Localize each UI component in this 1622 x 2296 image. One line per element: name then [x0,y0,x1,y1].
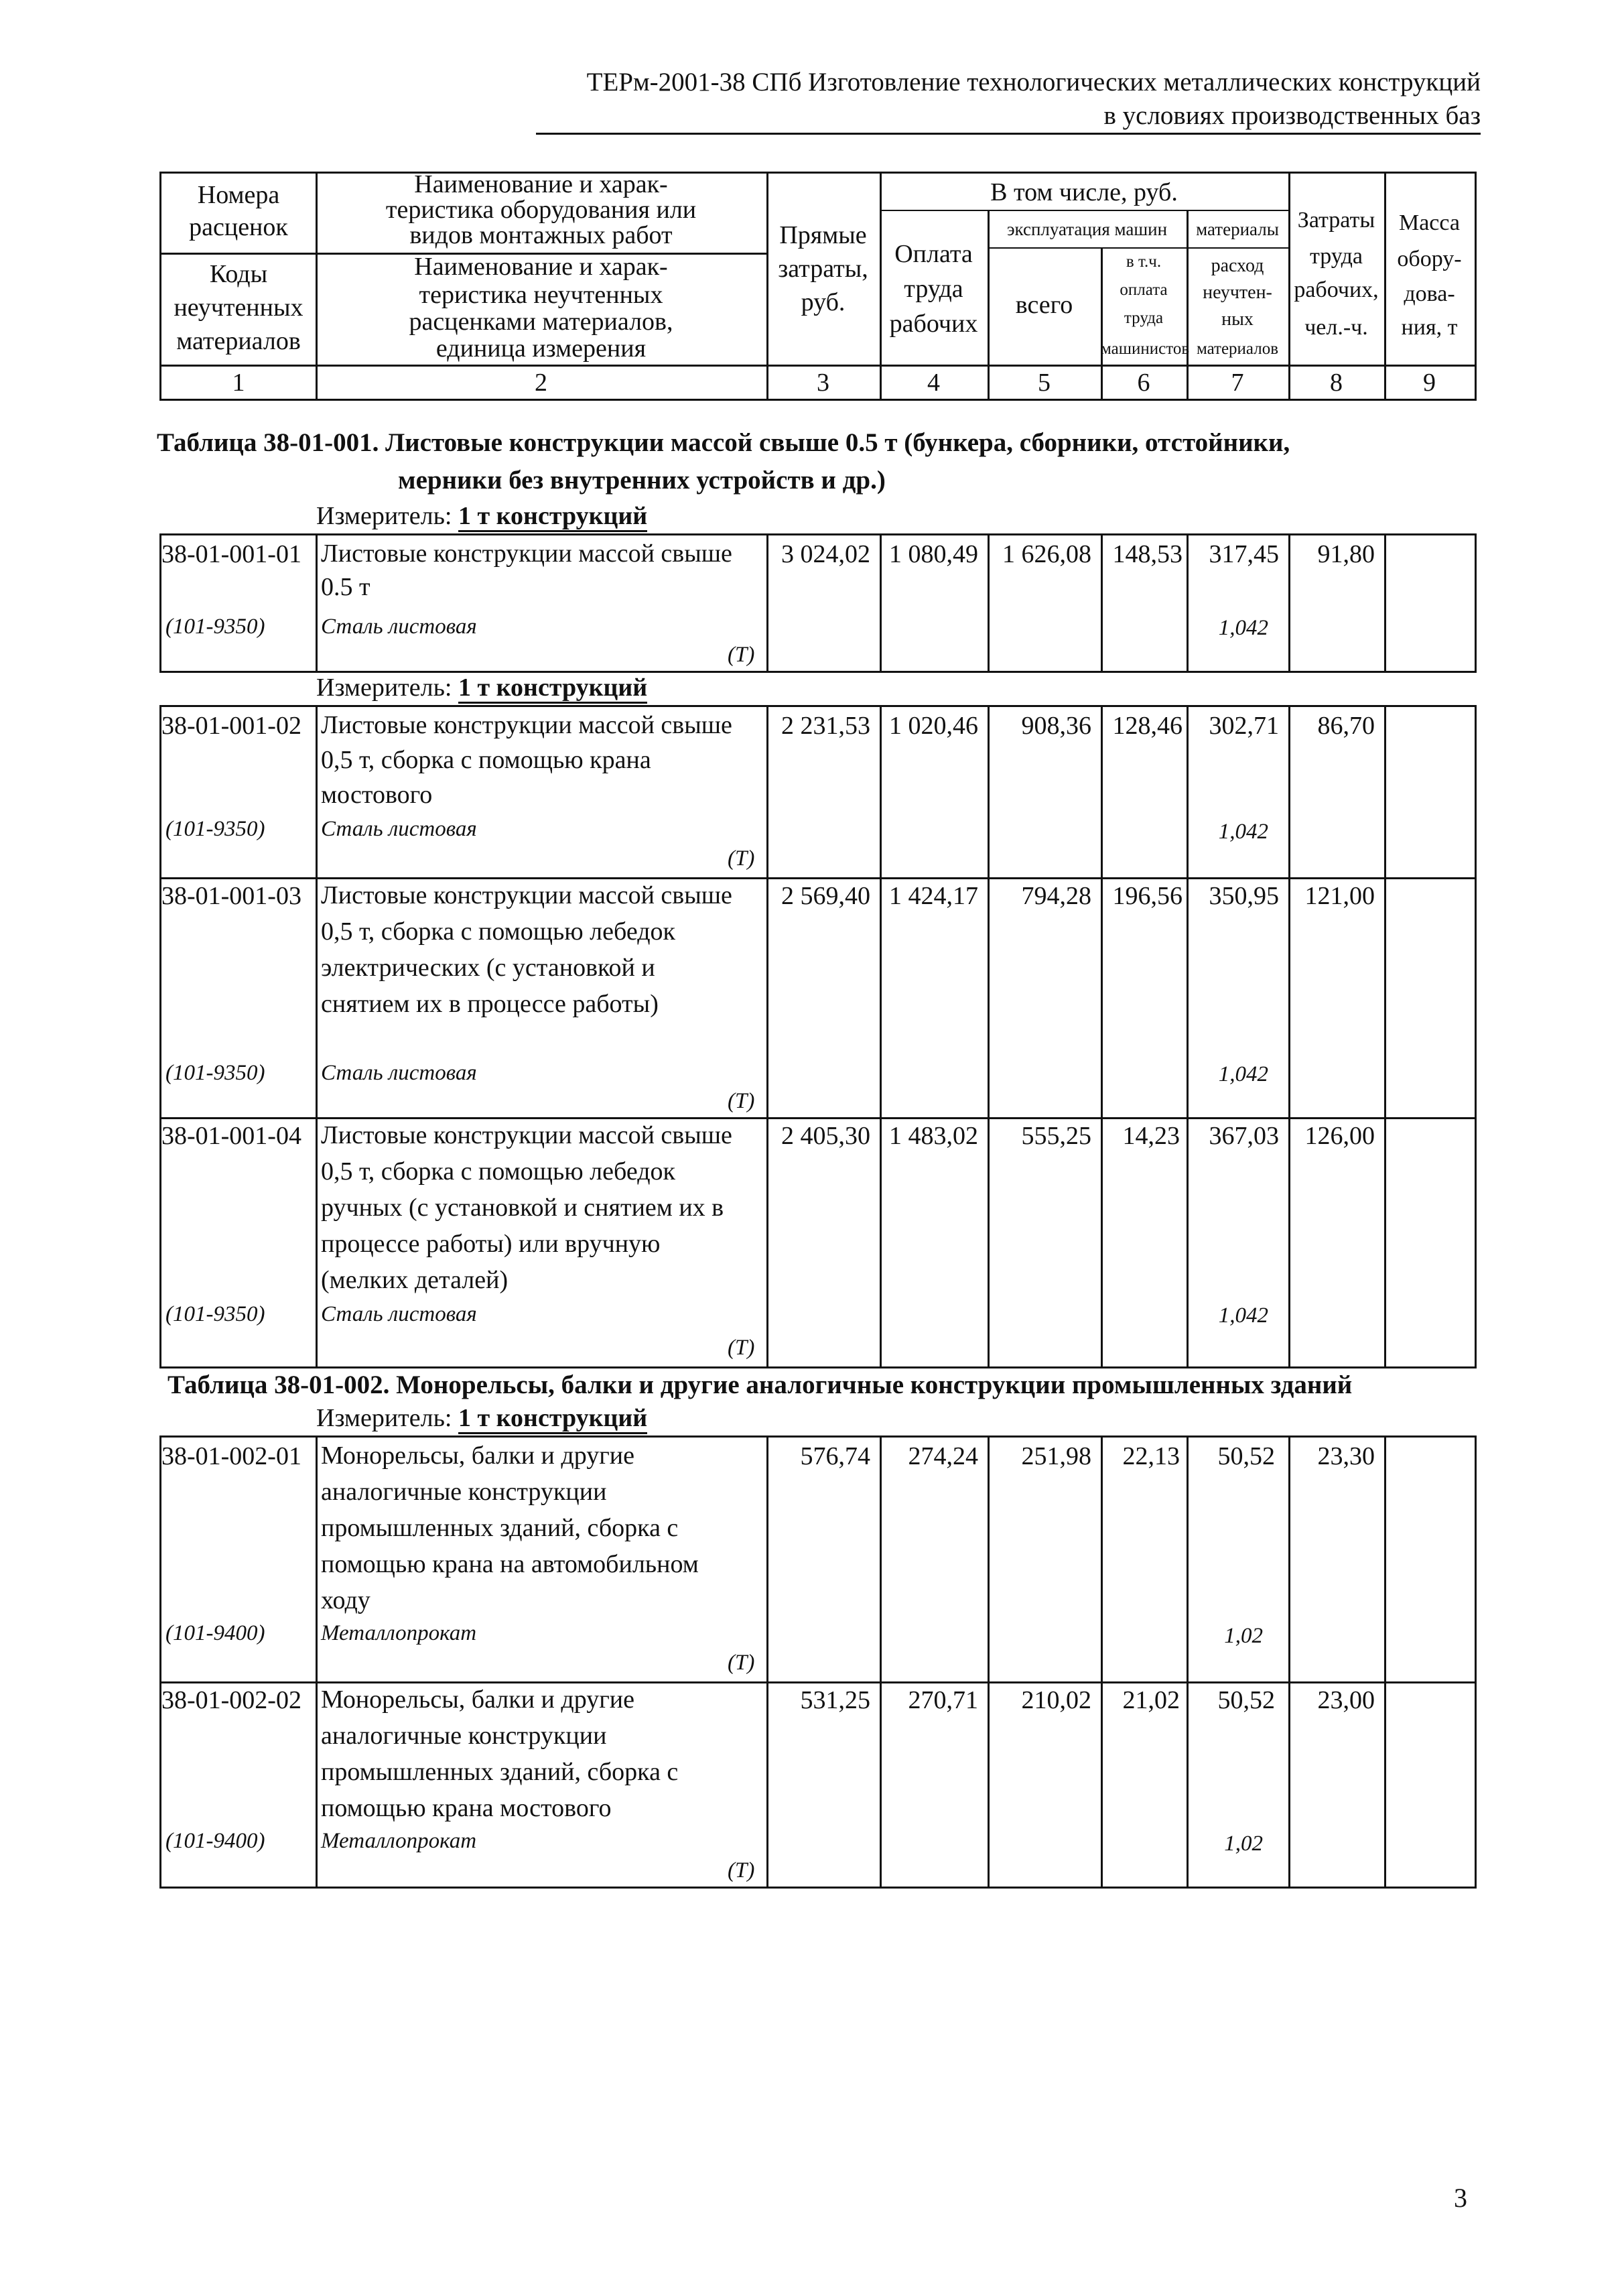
header-mass-l2: обору- [1397,247,1462,271]
table1-caption-l2: мерники без внутренних устройств и др.) [398,466,886,495]
machines-total: 210,02 [1021,1686,1091,1714]
header-material-usage-l4: материалов [1196,340,1279,358]
header-material-usage-l1: расход [1211,255,1264,276]
colnum-2: 2 [535,369,547,397]
running-header-subtitle: в условиях производственных баз [1103,101,1481,130]
desc-line: Монорельсы, балки и другие [321,1442,634,1470]
measure-prefix: Измеритель: [316,674,458,702]
header-unaccounted-l3: расценками материалов, [409,308,673,336]
header-operator-wages-l1: в т.ч. [1126,253,1162,271]
header-material-codes-l3: материалов [176,327,301,355]
materials-cost: 50,52 [1217,1686,1275,1714]
machines-total: 555,25 [1021,1122,1091,1150]
table1-measure-2 [316,673,647,702]
labor-hours: 91,80 [1317,540,1375,568]
colnum-3: 3 [817,369,829,397]
header-mass-l1: Масса [1398,210,1460,235]
header-machines: эксплуатация машин [1006,219,1168,239]
desc-line: Листовые конструкции массой свыше [321,881,732,909]
wages: 1 424,17 [889,882,978,910]
material-mark: (Т) [728,1858,755,1883]
material-qty: 1,042 [1218,1303,1268,1328]
header-wages-l3: рабочих [889,310,978,338]
desc-line: помощью крана мостового [321,1794,612,1822]
material-code: (101-9400) [165,1829,265,1853]
table1-block-row-01 [159,533,1477,673]
colnum-1: 1 [232,369,245,397]
direct-costs: 576,74 [800,1442,870,1470]
machines-total: 251,98 [1021,1442,1091,1470]
colnum-5: 5 [1038,369,1051,397]
header-labor-l4: чел.-ч. [1304,315,1368,340]
material-mark: (Т) [728,643,755,667]
header-unaccounted-l4: единица измерения [435,334,647,363]
measure-value: 1 т конструкций [458,502,647,532]
rate-code: 38-01-002-01 [161,1442,301,1470]
header-labor-l1: Затраты [1297,208,1375,233]
colnum-6: 6 [1137,369,1150,397]
wages: 1 080,49 [889,540,978,568]
machines-total: 794,28 [1021,882,1091,910]
machines-total: 908,36 [1021,712,1091,740]
table1-measure-1 [316,501,647,531]
materials-cost: 367,03 [1209,1122,1279,1150]
header-direct-costs-l2: затраты, [778,255,868,283]
header-operator-wages-l2: оплата [1120,281,1168,299]
rate-code: 38-01-001-03 [161,882,301,910]
header-labor-l2: труда [1309,244,1363,269]
rate-code: 38-01-001-02 [161,712,301,740]
colnum-8: 8 [1330,369,1343,397]
direct-costs: 2 405,30 [781,1122,870,1150]
direct-costs: 2 231,53 [781,712,870,740]
operator-wages: 148,53 [1112,540,1182,568]
material-name: Сталь листовая [321,817,477,841]
running-header-title: ТЕРм-2001-38 СПб Изготовление технологических металлических конструкций [586,68,1481,97]
header-material-usage-l3: ных [1221,309,1254,330]
header-machines-total: всего [1015,291,1073,319]
direct-costs: 2 569,40 [781,882,870,910]
desc-line: промышленных зданий, сборка с [321,1514,679,1542]
material-name: Металлопрокат [321,1829,477,1853]
desc-line: ходу [321,1586,370,1614]
header-rule [536,133,1481,135]
wages: 1 483,02 [889,1122,978,1150]
measure-value: 1 т конструкций [458,674,647,704]
labor-hours: 23,00 [1317,1686,1375,1714]
header-material-usage-l2: неучтен- [1203,282,1272,303]
table2-measure [316,1403,647,1433]
material-code: (101-9350) [165,1061,265,1085]
rate-code: 38-01-001-01 [161,540,301,568]
header-name-l1: Наименование и харак- [414,170,668,198]
desc-line: Монорельсы, балки и другие [321,1685,634,1714]
header-unaccounted-l1: Наименование и харак- [414,253,668,281]
header-direct-costs-l1: Прямые [779,221,867,249]
material-code: (101-9350) [165,1302,265,1326]
table1-block-rows-02-04 [159,705,1477,1368]
direct-costs: 3 024,02 [781,540,870,568]
operator-wages: 14,23 [1122,1122,1180,1150]
material-mark: (Т) [728,846,755,871]
header-unaccounted-l2: теристика неучтенных [419,281,663,309]
operator-wages: 196,56 [1112,882,1182,910]
header-material-codes-l1: Коды [209,260,268,288]
desc-line: Листовые конструкции массой свыше [321,711,732,739]
rate-code: 38-01-002-02 [161,1686,301,1714]
header-rate-number-l2: расценок [189,213,288,241]
material-name: Металлопрокат [321,1621,477,1645]
materials-cost: 50,52 [1217,1442,1275,1470]
header-name-l2: теристика оборудования или [385,196,697,224]
desc-line: снятием их в процессе работы) [321,990,659,1018]
wages: 270,71 [908,1686,978,1714]
header-wages-l1: Оплата [894,240,973,268]
header-including-group: В том числе, руб. [990,178,1178,206]
materials-cost: 302,71 [1209,712,1279,740]
page-number: 3 [1454,2183,1467,2213]
operator-wages: 21,02 [1122,1686,1180,1714]
material-code: (101-9350) [165,615,265,639]
operator-wages: 128,46 [1112,712,1182,740]
desc-line: Листовые конструкции массой свыше [321,539,732,568]
header-operator-wages-l3: труда [1124,309,1164,327]
desc-line: Листовые конструкции массой свыше [321,1121,732,1149]
desc-line: мостового [321,781,433,809]
colnum-4: 4 [927,369,940,397]
column-header-table [159,172,1477,401]
desc-line: аналогичные конструкции [321,1478,607,1506]
measure-value: 1 т конструкций [458,1404,647,1434]
desc-line: 0,5 т, сборка с помощью лебедок [321,917,675,946]
material-qty: 1,02 [1224,1832,1263,1856]
header-materials: материалы [1196,219,1279,239]
material-code: (101-9400) [165,1621,265,1645]
material-code: (101-9350) [165,817,265,841]
material-qty: 1,042 [1218,616,1268,640]
labor-hours: 23,30 [1317,1442,1375,1470]
measure-prefix: Измеритель: [316,502,458,530]
desc-line: промышленных зданий, сборка с [321,1758,679,1786]
materials-cost: 350,95 [1209,882,1279,910]
desc-line: 0.5 т [321,573,370,601]
colnum-7: 7 [1231,369,1244,397]
material-name: Сталь листовая [321,1302,477,1326]
machines-total: 1 626,08 [1002,540,1091,568]
measure-prefix: Измеритель: [316,1404,458,1432]
labor-hours: 121,00 [1304,882,1375,910]
colnum-9: 9 [1423,369,1436,397]
header-name-l3: видов монтажных работ [409,221,673,249]
rate-code: 38-01-001-04 [161,1122,301,1150]
header-mass-l4: ния, т [1401,315,1458,340]
header-wages-l2: труда [904,275,963,303]
header-material-codes-l2: неучтенных [174,294,303,322]
material-qty: 1,02 [1224,1624,1263,1648]
labor-hours: 86,70 [1317,712,1375,740]
material-name: Сталь листовая [321,615,477,639]
labor-hours: 126,00 [1304,1122,1375,1150]
material-qty: 1,042 [1218,820,1268,844]
desc-line: электрических (с установкой и [321,954,655,982]
desc-line: аналогичные конструкции [321,1722,607,1750]
materials-cost: 317,45 [1209,540,1279,568]
desc-line: 0,5 т, сборка с помощью лебедок [321,1157,675,1186]
table2-caption: Таблица 38-01-002. Монорельсы, балки и другие аналогичные конструкции промышленных зданий [167,1370,1353,1399]
table1-caption-l1: Таблица 38-01-001. Листовые конструкции массой свыше 0.5 т (бункера, сборники, отстойники, [157,428,1290,457]
desc-line: процессе работы) или вручную [321,1230,661,1258]
header-direct-costs-l3: руб. [801,288,846,316]
direct-costs: 531,25 [800,1686,870,1714]
material-mark: (Т) [728,1089,755,1113]
header-mass-l3: дова- [1404,281,1455,306]
material-mark: (Т) [728,1336,755,1360]
wages: 274,24 [908,1442,978,1470]
desc-line: 0,5 т, сборка с помощью крана [321,746,651,774]
desc-line: помощью крана на автомобильном [321,1550,699,1578]
desc-line: ручных (с установкой и снятием их в [321,1194,724,1222]
material-mark: (Т) [728,1651,755,1675]
material-name: Сталь листовая [321,1061,477,1085]
table2-block [159,1436,1477,1889]
wages: 1 020,46 [889,712,978,740]
operator-wages: 22,13 [1122,1442,1180,1470]
desc-line: (мелких деталей) [321,1266,509,1294]
header-labor-l3: рабочих, [1294,277,1379,302]
header-rate-number-l1: Номера [197,181,280,209]
header-operator-wages-l4: машинистов [1101,340,1190,358]
material-qty: 1,042 [1218,1062,1268,1086]
